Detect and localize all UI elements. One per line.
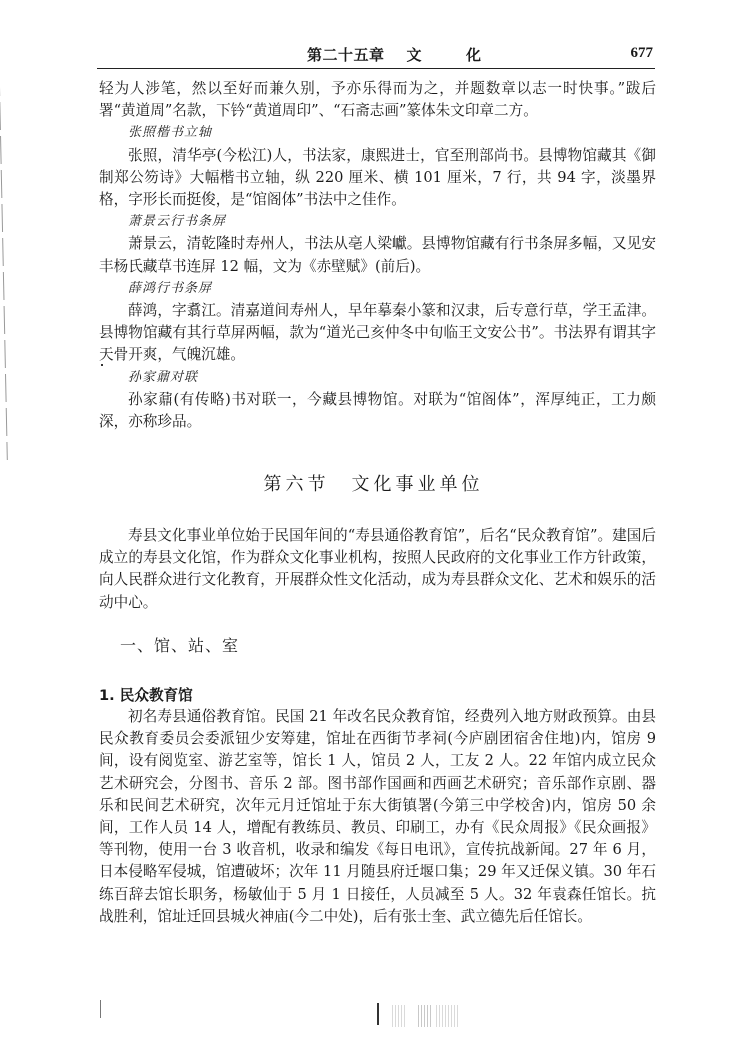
page-number: 677 <box>630 45 653 61</box>
scan-noise <box>418 1005 432 1027</box>
stray-dot <box>101 364 103 366</box>
scan-edge-line <box>0 0 8 460</box>
intro-paragraph: 寿县文化事业单位始于民国年间的“寿县通俗教育馆”，后名“民众教育馆”。建国后成立的寿县文化馆，作为群众文化事业机构，按照人民政府的文化事业工作方针政策，向人民群众进行文化教育，开展群众性文化活动，成为寿县群众文化、艺术和娱乐的活动中心。 <box>99 527 656 611</box>
chapter-title-a: 文 <box>406 46 423 64</box>
section-title: 文化事业单位 <box>351 474 484 495</box>
running-header <box>97 42 655 69</box>
scan-noise <box>436 1005 460 1027</box>
scan-artifact-bar <box>377 1003 379 1025</box>
subhead-xiaojingyun: 萧景云行书条屏 <box>128 214 227 230</box>
paragraph-zhangzhao: 张照，清华亭(今松江)人，书法家，康熙进士，官至刑部尚书。县博物馆藏其《御制郑公笏诗》大幅楷书立轴，纵 220 厘米、横 101 厘米，7 行，共 94 字，淡墨界格，字形长而挺俊，是“馆阁体”书法中之佳作。 <box>99 146 656 209</box>
paragraph-sunjianai: 孙家鼐(有传略)书对联一，今藏县博物馆。对联为“馆阁体”，浑厚纯正，工力颇深，亦称珍品。 <box>99 390 656 431</box>
subhead-sunjianai: 孙家鼐对联 <box>128 369 199 385</box>
calligraphy-section <box>99 78 656 433</box>
section-number: 第六节 <box>263 474 330 495</box>
item-body <box>99 706 656 928</box>
chapter-number: 第二十五章 <box>307 46 385 64</box>
subsection-heading: 一、馆、站、室 <box>120 636 240 655</box>
section-heading <box>0 470 747 496</box>
item-paragraph: 初名寿县通俗教育馆。民国 21 年改名民众教育馆，经费列入地方财政预算。由县民众教育委员会委派钮少安筹建，馆址在西街节孝祠(今庐剧团宿舍住地)内，馆房 9 间，设有阅览室、游艺室等，馆长 1 人，馆员 2 人，工友 2 人。22 年馆内成立民众艺术研究会，分图书、音乐 2 部。图书部作国画和西画艺术研究；音乐部作京剧、器乐和民间艺术研究，次年元月迁馆址于东大街镇署(今第三中学校舍)内，馆房 50 余间，工作人员 14 人，增配有教练员、教员、印刷工，办有《民众周报》《民众画报》等刊物，使用一台 3 收音机，收录和编发《每日电讯》，宣传抗战新闻。27 年 6 月，日本侵略军侵城，馆遭破坏；次年 11 月随县府迁堰口集；29 年又迁保义镇。30 年石练百辞去馆长职务，杨敏仙于 5 月 1 日接任，人员减至 5 人。32 年袁森任馆长。抗战胜利，馆址迁回县城火神庙(今二中处)，后有张士奎、武立德先后任馆长。 <box>99 708 656 925</box>
scan-artifact-left <box>100 1000 101 1018</box>
chapter-heading <box>307 44 482 65</box>
paragraph-xiaojingyun: 萧景云，清乾隆时寿州人，书法从亳人梁巘。县博物馆藏有行书条屏多幅，又见安丰杨氏藏草书连屏 12 幅，文为《赤壁赋》(前后)。 <box>99 235 656 275</box>
section-intro <box>99 525 656 614</box>
paragraph-xuehong: 薛鸿，字翥江。清嘉道间寿州人，早年摹秦小篆和汉隶，后专意行草，学王孟津。县博物馆藏有其行草屏两幅，款为“道光己亥仲冬中旬临王文安公书”。书法界有谓其字天骨开爽，气魄沉雄。 <box>99 302 656 364</box>
scan-noise <box>392 1005 406 1027</box>
subhead-zhangzhao: 张照楷书立轴 <box>128 125 213 141</box>
continuation-paragraph: 轻为人涉笔，然以至好而兼久别，予亦乐得而为之，并题数章以志一时快事。”跋后署“黄道周”名款，下钤“黄道周印”、“石斋志画”篆体朱文印章二方。 <box>99 80 656 120</box>
item-heading: 1. 民众教育馆 <box>99 687 193 704</box>
subhead-xuehong: 薛鸿行书条屏 <box>128 280 213 296</box>
chapter-title-b: 化 <box>466 46 482 64</box>
